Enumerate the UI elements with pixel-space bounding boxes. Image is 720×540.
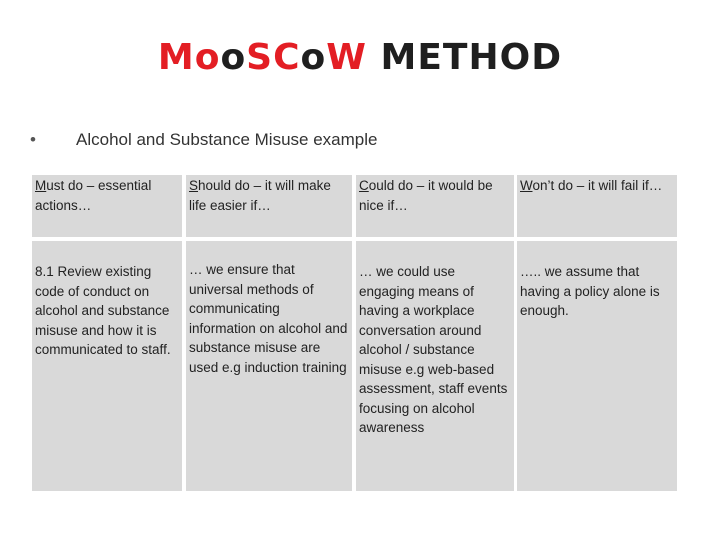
subtitle [30, 130, 377, 150]
subtitle-text: Alcohol and Substance Misuse example [76, 130, 378, 149]
page-title: MooSCoW METHOD [157, 37, 563, 78]
header-should: Should do – it will make life easier if… [186, 175, 352, 237]
bullet-icon: • [30, 130, 36, 149]
header-wont: Won’t do – it will fail if… [517, 175, 677, 237]
cell-should: … we ensure that universal methods of communicating information on alcohol and substance misuse are used e.g induction training [186, 241, 352, 491]
cell-wont: ….. we assume that having a policy alone is enough. [517, 241, 677, 491]
header-could: Could do – it would be nice if… [356, 175, 514, 237]
header-must: Must do – essential actions… [32, 175, 182, 237]
cell-must: 8.1 Review existing code of conduct on alcohol and substance misuse and how it is communicated to staff. [32, 241, 182, 491]
cell-could: … we could use engaging means of having a workplace conversation around alcohol / substance misuse e.g web-based assessment, staff events focusing on alcohol awareness [356, 241, 514, 491]
